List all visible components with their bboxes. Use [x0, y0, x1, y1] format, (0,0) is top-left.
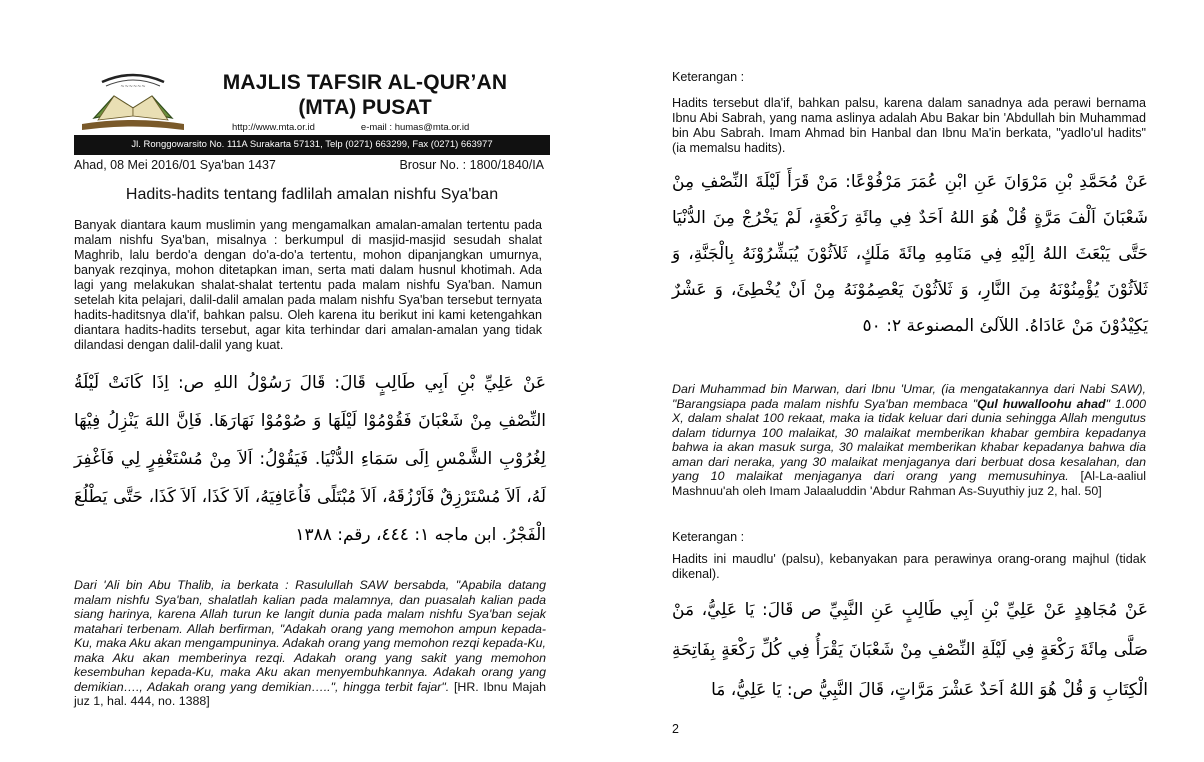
org-name-line2: (MTA) PUSAT: [298, 96, 432, 119]
keterangan-note-1: Hadits tersebut dla'if, bahkan palsu, karena dalam sanadnya ada perawi bernama Ibnu Abi Sabrah, yang nama aslinya adalah Abu Bakar bin 'Abdullah bin Muhammad bin Abu Sabrah. Imam Ahmad bin Hanbal dan Ibnu Ma'in berkata, "yadlo'ul hadits" (ia memalsu hadits).: [672, 96, 1146, 155]
arabic-hadith-1: عَنْ عَلِيِّ بْنِ اَبِي طَالِبٍ قَالَ: قَالَ رَسُوْلُ اللهِ ص: اِذَا كَانَتْ لَيْلَةُ النِّصْفِ مِنْ شَعْبَانَ فَقُوْمُوْا لَيْلَهَا وَ صُوْمُوْا نَهَارَهَا. فَاِنَّ اللهَ يَنْزِلُ فِيْهَا لِغُرُوْبِ الشَّمْسِ اِلَى سَمَاءِ الدُّنْيَا. فَيَقُوْلُ: اَلاَ مِنْ مُسْتَغْفِرٍ لِي فَاَغْفِرَ لَهُ، اَلاَ مُسْتَرْزِقٌ فَاَرْزُقَهُ، اَلاَ مُبْتَلًى فَاُعَافِيَهُ، اَلاَ كَذَا، اَلاَ كَذَا، حَتَّى يَطْلُعَ الْفَجْرُ. ابن ماجه ١: ٤٤٤، رقم: ١٣٨٨: [74, 373, 546, 545]
hadith-2-source: [Al-La-aaliul Mashnuu'ah oleh Imam Jalaaluddin 'Abdur Rahman As-Suyuthiy juz 2, hal. 50]: [672, 469, 1146, 498]
arabic-hadith-3: عَنْ مُجَاهِدٍ عَنْ عَلِيِّ بْنِ اَبِي طَالِبٍ عَنِ النَّبِيِّ ص قَالَ: يَا عَلِيُّ، مَنْ صَلَّى مِائَةَ رَكْعَةٍ فِي لَيْلَةِ النِّصْفِ مِنْ شَعْبَانَ يَقْرَأُ فِي كُلِّ رَكْعَةٍ بِفَاتِحَةِ الْكِتَابِ وَ قُلْ هُوَ اللهُ اَحَدٌ عَشْرَ مَرَّاتٍ، قَالَ النَّبِيُّ ص: يَا عَلِيُّ، مَا: [672, 600, 1148, 700]
date-line: [74, 158, 550, 172]
keterangan-note-2: Hadits ini maudlu' (palsu), kebanyakan para perawinya orang-orang majhul (tidak dikenal).: [672, 552, 1146, 581]
keterangan-label-1: Keterangan :: [672, 70, 745, 84]
org-name-line1: MAJLIS TAFSIR AL-QUR’AN: [222, 71, 508, 94]
translation-text: Dari 'Ali bin Abu Thalib, ia berkata : Rasulullah SAW bersabda, "Apabila datang malam nishfu Sya'ban, shalatlah kalian pada malamnya, dan puasalah kalian pada siang harinya, karena Allah turun ke langit dunia pada malam nishfu Sya'ban sejak matahari terbenam. Allah berfirman, "Adakah orang yang memohon ampun kepada-Ku, maka Aku akan mengampuninya. Adakah orang yang memohon rezqi kepada-Ku, maka Aku akan memberinya rezqi. Adakah orang yang sakit yang memohon kesembuhan kepada-Ku, maka Aku akan menyembuhkannya. Adakah orang yang demikian…., Adakah orang yang demikian…..", hingga terbit fajar".: [74, 578, 546, 694]
bold-surah-phrase: Qul huwalloohu ahad: [977, 396, 1106, 411]
contact-line: [232, 122, 515, 133]
hadith-1-source: [HR. Ibnu Majah juz 1, hal. 444, no. 1388]: [74, 679, 546, 708]
svg-text:~~~~~~: ~~~~~~: [120, 84, 146, 90]
arabic-hadith-2: عَنْ مُحَمَّدِ بْنِ مَرْوَانَ عَنِ ابْنِ عُمَرَ مَرْفُوْعًا: مَنْ قَرَأَ لَيْلَةَ النِّصْفِ مِنْ شَعْبَانَ اَلْفَ مَرَّةٍ قُلْ هُوَ اللهُ اَحَدٌ فِي مِائَةِ رَكْعَةٍ، لَمْ يَخْرُجْ مِنَ الدُّنْيَا حَتَّى يَبْعَثَ اللهُ اِلَيْهِ فِي مَنَامِهِ مِائَةَ مَلَكٍ، ثَلاَثُوْنَ يُبَشِّرُوْنَهُ بِالْجَنَّةِ، وَ ثَلاَثُوْنَ يُؤْمِنُوْنَهُ مِنَ النَّارِ، وَ ثَلاَثُوْنَ يَعْصِمُوْنَهُ مِنْ اَنْ يُخْطِئَ، وَ عَشْرٌ يَكِيْدُوْنَ مَنْ عَادَاهُ. اللآلئ المصنوعة ٢: ٥٠: [672, 172, 1148, 336]
translation-text-b: " 1.000 X, dalam shalat 100 rekaat, maka ia tidak keluar dari dunia sehingga Allah mengutus dalam tidurnya 100 malaikat, 30 malaikat memberikan khabar gembira kepadanya bahwa ia akan masuk surga, 30 malaikat memberikan khabar kepadanya bahwa dia aman dari neraka, yang 30 malaikat menjaganya dari berbuat dosa kesalahan, dan yang 10 malaikat menjaganya dari orang yang memusuhinya.: [672, 396, 1146, 483]
email-link[interactable]: e-mail : humas@mta.or.id: [360, 122, 470, 133]
translation-text-a: Dari Muhammad bin Marwan, dari Ibnu 'Umar, (ia mengatakannya dari Nabi SAW), "Barangsiapa pada malam nishfu Sya'ban membaca ": [672, 382, 1146, 411]
hadith-2-translation: [672, 382, 1146, 498]
keterangan-label-2: Keterangan :: [672, 530, 745, 544]
website-link[interactable]: http://www.mta.or.id: [232, 122, 315, 133]
hadith-1-translation: [74, 578, 546, 709]
intro-paragraph: Banyak diantara kaum muslimin yang mengamalkan amalan-amalan tertentu pada malam nishfu Sya'ban, misalnya : berkumpul di masjid-masjid sesudah shalat Maghrib, lalu berdo'a dengan do'a-do'a tertentu, mohon dipanjangkan umurnya, banyak rezqinya, mohon ditetapkan iman, serta mati dalam husnul khotimah. Ada lagi yang melakukan shalat-shalat tertentu pada malam nishfu Sya'ban. Namun setelah kita pelajari, dalil-dalil amalan pada malam nishfu Sya'ban tersebut ternyata hadits-haditsnya dla'if, bahkan palsu. Oleh karena itu berikut ini kami ketengahkan diantara hadits-hadits tersebut, agar kita terhindar dari amalan-amalan yang tidak dilandasi dengan dalil-dalil yang kuat.: [74, 218, 542, 352]
mta-logo: [74, 66, 192, 136]
brochure-number: Brosur No. : 1800/1840/IA: [399, 158, 544, 172]
address-bar: Jl. Ronggowarsito No. 111A Surakarta 57131, Telp (0271) 663299, Fax (0271) 663977: [74, 135, 550, 155]
article-title: Hadits-hadits tentang fadlilah amalan nishfu Sya'ban: [125, 186, 499, 203]
issue-date: Ahad, 08 Mei 2016/01 Sya'ban 1437: [74, 158, 276, 172]
right-page: [602, 0, 1204, 762]
page-number: 2: [672, 722, 679, 736]
